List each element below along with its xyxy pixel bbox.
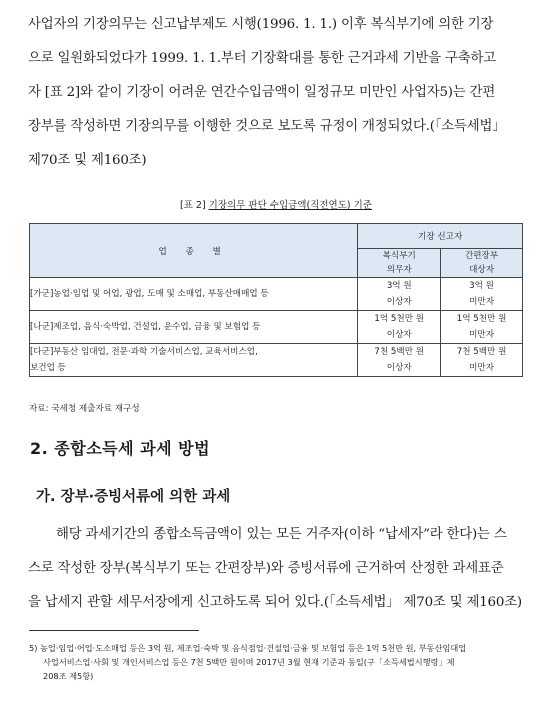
- intro-line: 사업자의 기장의무는 신고납부제도 시행(1996. 1. 1.) 이후 복식부기에 의한 기장: [28, 17, 494, 32]
- table-source-note: 자료: 국세청 제출자료 재구성: [29, 404, 140, 414]
- table-caption: [0, 197, 552, 211]
- table-row: [30, 344, 523, 377]
- intro-line: 자 [표 2]와 같이 기장이 어려운 연간수입금액이 일정규모 미만인 사업자5)는 간편: [28, 85, 496, 100]
- value-cell: 7천 5백만 원 이상자: [358, 344, 441, 377]
- table-row: [30, 278, 523, 311]
- industry-cell: [다군]부동산 임대업, 전문·과학 기술서비스업, 교육서비스업, 보건업 등: [30, 344, 358, 377]
- footnote-line: 사업서비스업·사회 및 개인서비스업 등은 7천 5백만 원이며 2017년 3월 현재 기준과 동일(구「소득세법시행령」제: [43, 657, 455, 667]
- value-cell: 1억 5천만 원 이상자: [358, 311, 441, 344]
- intro-line: 으로 일원화되었다가 1999. 1. 1.부터 기장확대를 통한 근거과세 기반을 구축하고: [28, 51, 496, 66]
- bookkeeping-threshold-table: [29, 223, 523, 377]
- value-cell: 3억 원 미만자: [441, 278, 523, 311]
- industry-cell: [가군]농업·임업 및 어업, 광업, 도매 및 소매업, 부동산매매업 등: [30, 278, 358, 311]
- body-line: 스로 작성한 장부(복식부기 또는 간편장부)와 증빙서류에 근거하여 산정한 과세표준: [28, 561, 504, 576]
- section-heading: 2. 종합소득세 과세 방법: [30, 439, 211, 458]
- header-industry: 업 종 별: [30, 224, 358, 278]
- footnote: [29, 641, 529, 683]
- body-line: 을 납세지 관할 세무서장에게 신고하도록 되어 있다.(「소득세법」 제70조 및 제160조): [28, 595, 522, 610]
- body-paragraph: [28, 518, 533, 620]
- intro-line: 제70조 및 제160조): [28, 153, 147, 168]
- footnote-divider: [29, 630, 199, 631]
- intro-line: 장부를 작성하면 기장의무를 이행한 것으로 보도록 규정이 개정되었다.(「소득세법」: [28, 119, 506, 134]
- header-group: 기장 신고자: [358, 224, 523, 249]
- header-simple-book: 간편장부 대상자: [441, 249, 523, 278]
- header-double-entry: 복식부기 의무자: [358, 249, 441, 278]
- table-title: 기장의무 판단 수입금액(직전연도) 기준: [208, 200, 372, 211]
- intro-paragraph: [28, 8, 533, 178]
- value-cell: 1억 5천만 원 미만자: [441, 311, 523, 344]
- footnote-line: 208조 제5항): [43, 671, 94, 681]
- footnote-line: 5) 농업·임업·어업·도소매업 등은 3억 원, 제조업·숙박 및 음식점업·건설업·금융 및 보험업 등은 1억 5천만 원, 부동산임대업: [29, 643, 467, 653]
- subsection-heading: 가. 장부·증빙서류에 의한 과세: [36, 489, 231, 505]
- table-row: [30, 311, 523, 344]
- value-cell: 3억 원 이상자: [358, 278, 441, 311]
- industry-cell: [나군]제조업, 음식·숙박업, 건설업, 운수업, 금융 및 보험업 등: [30, 311, 358, 344]
- body-line: 해당 과세기간의 종합소득금액이 있는 모든 거주자(이하 “납세자”라 한다)는 스: [56, 527, 507, 542]
- table-label: [표 2]: [180, 200, 206, 211]
- value-cell: 7천 5백만 원 미만자: [441, 344, 523, 377]
